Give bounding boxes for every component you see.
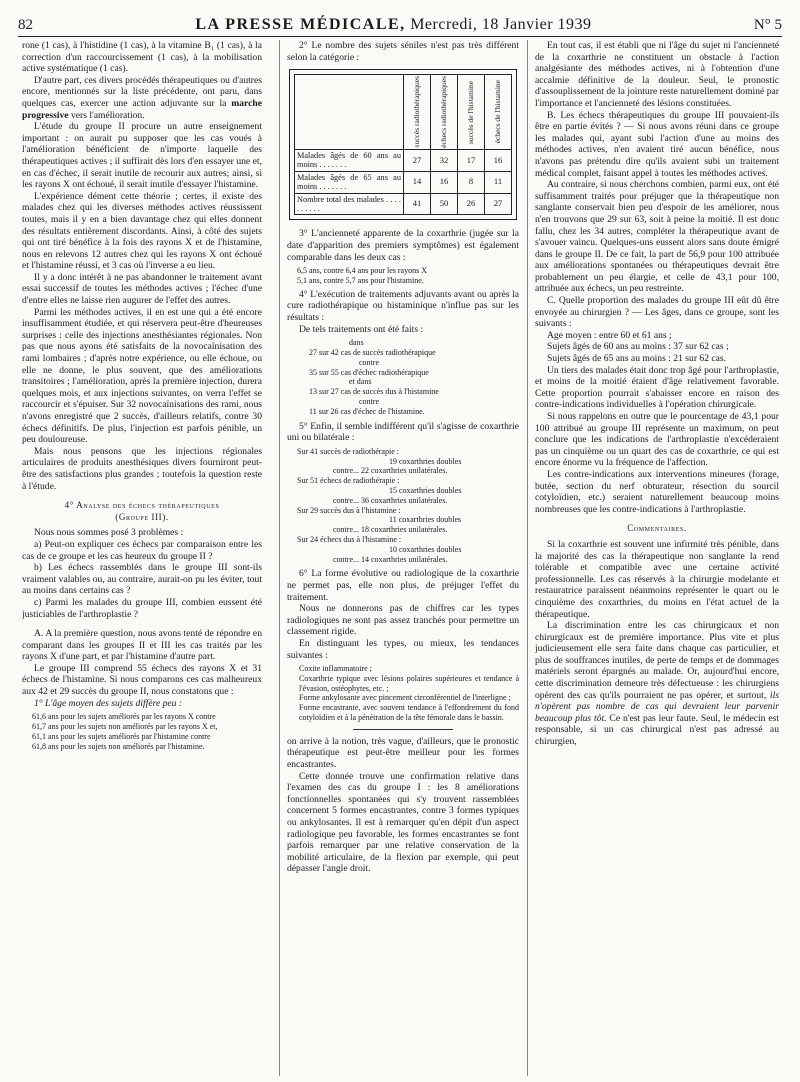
paragraph: 4° L'exécution de traitements adjuvants avant ou après la cure radiothérapique ou histaminique n'influe pas sur les résultats : xyxy=(287,288,519,324)
paragraph: La discrimination entre les cas chirurgicaux et non chirurgicaux est de première importance. Plus vite et plus judicieusement elle sera faite dans chaque cas particulier, et plus de souffrances inutiles, de perte de temps et de dommages matériels seront épargnés au malade. Or, aujourd'hui encore, cette discrimination demeure très défectueuse : les chirurgiens opèrent des cas qu'ils pourraient ne pas opérer, et surtout, ils n'opèrent pas nombre de cas qui devraient leur parvenir beaucoup plus tôt. Ce n'est pas leur faute. Seul, le médecin est responsable, si un cas chirurgical n'est pas adressé au chirurgien, xyxy=(535,620,779,748)
paragraph: En distinguant les types, ou mieux, les tendances suivantes : xyxy=(287,637,519,661)
bold-phrase: marche progressive xyxy=(22,97,262,121)
paragraph: 6° La forme évolutive ou radiologique de la coxarthrie ne permet pas, elle non plus, de préjuger l'effet du traitement. xyxy=(287,568,519,603)
paragraph: Le groupe III comprend 55 échecs des rayons X et 31 échecs de l'histamine. Si nous comparons ces cas malheureux aux 42 et 29 succès du groupe II, nous constatons que : xyxy=(22,662,262,698)
paragraph: Si nous rappelons en outre que le pourcentage de 43,1 pour 100 attribué au groupe III représente un maximum, on peut conclure que les indications de l'arthroplastie n'excéderaient pas un cinquième ou un quart des cas de coxarthrie, ce qui est encore énorme vu la fréquence de l'affection. xyxy=(535,411,779,469)
senile-subjects-table xyxy=(294,74,512,215)
table-row: Nombre total des malades . . . . . . . . . . 41 50 26 27 xyxy=(295,193,512,215)
paragraph: on arrive à la notion, très vague, d'ailleurs, que le pronostic thérapeutique est peut-être meilleur pour les formes encastrantes. xyxy=(287,735,519,771)
issue-date: Mercredi, 18 Janvier 1939 xyxy=(410,16,592,33)
column-divider xyxy=(527,40,528,1076)
table-header: échecs radiothérapiques xyxy=(439,76,448,149)
paragraph: 3° L'ancienneté apparente de la coxarthrie (jugée sur la date d'apparition des premiers symptômes) est également comparable dans les deux cas : xyxy=(287,228,519,263)
paragraph: Nous nous sommes posé 3 problèmes : xyxy=(34,527,184,539)
separator-rule xyxy=(353,729,453,730)
paragraph: Mais nous pensons que les injections régionales articulaires de produits anesthésiques divers fourniront peut-être des satisfactions plus grandes ; toutefois la question reste à l'étude. xyxy=(22,445,262,492)
types-list: Coxite inflammatoire ; Coxarthrie typique avec lésions polaires supérieures et tendance à l'évasion, ostéophytes, etc. ; Forme ankylosante avec pincement circonférentiel de l'interligne ; Forme encastrante, avec souvent tendance à l'effondrement du fond cotyloïdien et à la pénétration de la tête fémorale dans le bassin. xyxy=(299,664,519,723)
paragraph: C. Quelle proportion des malades du groupe III eût dû être envoyée au chirurgien ? — Les âges, dans ce groupe, sont les suivants : xyxy=(535,295,779,330)
column-left xyxy=(22,40,262,1076)
column-right xyxy=(535,40,779,1076)
paragraph: B. Les échecs thérapeutiques du groupe III pouvaient-ils être en partie évités ? — Si nous avons réuni dans ce groupe les malades qui, ayant subi l'action d'une au moins des méthodes actives, n'en avaient tiré aucun bénéfice, nous n'avons pas prétendu dire qu'ils avaient subi un traitement médical complet, faisant appel à toutes les méthodes actives. xyxy=(535,109,779,179)
paragraph: Nous ne donnerons pas de chiffres car les types radiologiques ne sont pas assez tranchés pour permettre un classement rigide. xyxy=(287,603,519,638)
anciennete-list: 6,5 ans, contre 6,4 ans pour les rayons X 5,1 ans, contre 5,7 ans pour l'histamine. xyxy=(297,266,427,286)
paragraph: Les contre-indications aux interventions mineures (forage, butée, section du nerf obturateur, résection du sourcil cotyloïdien, etc.) seraient naturellement beaucoup moins nombreuses que les contre-indications à l'arthroplastie. xyxy=(535,468,779,515)
paragraph: Au contraire, si nous cherchons combien, parmi eux, ont été suffisamment traités pour préjuger que la thérapeutique non sanglante conservait bien peu d'espoir de les améliorer, nous n'en trouvons que 29 sur 63, soit à peine la moitié. Il est donc fallu, chez les 34 autres, compléter la thérapeutique avant de s'avouer vaincu. Quelques-uns eussent alors sans doute émigré dans le groupe II. De ce fait, la part de 56,9 pour 100 attribuée aux améliorations spontanées ou thérapeutiques devrait être probablement un peu élargie, et celle de 43,1 pour 100, attribuée aux échecs, un peu restreinte. xyxy=(535,179,779,295)
paragraph: Il y a donc intérêt à ne pas abandonner le traitement avant essai successif de toutes les méthodes actives ; l'échec d'une d'entre elles ne laisse rien augurer de l'effet des autres. xyxy=(22,271,262,307)
paragraph: c) Parmi les malades du groupe III, combien eussent été justiciables de l'arthroplastie ? xyxy=(22,596,262,620)
bilateral-list: Sur 41 succès de radiothérapie : 19 coxarthries doubles contre... 22 coxarthries unilatérales. Sur 51 échecs de radiothérapie : 15 coxarthries doubles contre... 36 coxarthries unilatérales. Sur 29 succès dus à l'histamine : 11 coxarthries doubles contre... 18 coxarthries unilatérales. Sur 24 échecs dus à l'histamine : 10 coxarthries doubles contre... 14 coxarthries unilatérales. xyxy=(297,446,462,564)
section-heading: 4° Analyse des échecs thérapeutiques (Groupe III). xyxy=(64,500,220,522)
table-header: échecs de l'histamine xyxy=(493,80,502,144)
paragraph: rone (1 cas), à l'histidine (1 cas), à la vitamine B₁ (1 cas), à la correction d'un raccourcissement (1 cas), à la mobilisation active systématique (1 cas). xyxy=(22,40,262,75)
age-list: 61,6 ans pour les sujets améliorés par les rayons X contre 61,7 ans pour les sujets non améliorés par les rayons X et, 61,1 ans pour les sujets améliorés par l'histamine contre 61,8 ans pour les sujets non améliorés par l'histamine. xyxy=(32,712,218,751)
paragraph: Cette donnée trouve une confirmation relative dans l'examen des cas du groupe I : les 8 améliorations fonctionnelles spontanées qui s'y trouvent rassemblées concernent 5 formes encastrantes, contre 3 formes typiques ou ankylosantes. Il est à remarquer qu'en dépit d'un aspect radiologique peu favorable, les formes encastrantes se font parfois remarquer par une relative conservation de la mobilité articulaire, de la flexion par exemple, qui peut dépasser l'angle droit. xyxy=(287,770,519,875)
paragraph: Parmi les méthodes actives, il en est une qui a été encore insuffisamment étudiée, et qui réservera peut-être d'heureuses surprises : celle des injections anesthésiantes régionales. Non pas que nous ayons été satisfaits de la novocaïnisation des rami lombaires ; d'après notre expérience, ou elle échoue, ou elle ne donne, le plus souvent, que des améliorations transitoires ; l'amélioration, après la première injection, durera quelques mois, et aux injections suivantes, on verra l'effet se raccourcir et s'épuiser. Sur 32 novocaïnisations des rami, nous n'avons enregistré que 2 succès, d'ailleurs relatifs, contre 30 échecs définitifs. De plus, l'injection est parfois pénible, un peu douloureuse. xyxy=(22,306,262,446)
paragraph: De tels traitements ont été faits : xyxy=(299,323,424,335)
paragraph: 1° L'âge moyen des sujets diffère peu : xyxy=(34,697,183,709)
page-header xyxy=(18,8,782,37)
paragraph: 2° Le nombre des sujets séniles n'est pas très différent selon la catégorie : xyxy=(287,40,519,63)
journal-title: LA PRESSE MÉDICALE, xyxy=(195,16,406,33)
table-row: Malades âgés de 65 ans au moins . . . . . . . 14 16 8 11 xyxy=(295,171,512,193)
paragraph: 5° Enfin, il semble indifférent qu'il s'agisse de coxarthrie uni ou bilatérale : xyxy=(287,420,519,444)
list-item: Sujets âgés de 60 ans au moins : 37 sur 62 cas ; xyxy=(547,341,729,353)
page-number: 82 xyxy=(18,17,33,33)
table-header: succès de l'histamine xyxy=(466,80,475,144)
issue-number: N° 5 xyxy=(753,17,782,33)
section-heading: Commentaires. xyxy=(627,523,687,534)
table-header: succès radiothérapiques xyxy=(412,76,421,148)
paragraph: Un tiers des malades était donc trop âgé pour l'arthroplastie, et moins de la moitié étaient d'âge relativement favorable. Cette proportion pourrait s'abaisser encore en raison des contre-indications individuelles à l'opération chirurgicale. xyxy=(535,364,779,411)
paragraph: D'autre part, ces divers procédés thérapeutiques ou d'autres encore, mentionnés sur la liste précédente, ont paru, dans quelques cas, exercer une action adjuvante sur la marche progressive vers l'amélioration. xyxy=(22,74,262,121)
senile-table-frame xyxy=(289,69,517,220)
paragraph: En tout cas, il est établi que ni l'âge du sujet ni l'ancienneté de la coxarthrie ne constituent un obstacle à l'action analgésiante des méthodes actives, ni à l'obtention d'une accalmie définitive de la douleur. Seul, le pronostic d'assouplissement de la jointure reste naturellement dominé par l'importance et l'ancienneté des lésions constituées. xyxy=(535,40,779,109)
paragraph: L'étude du groupe II procure un autre enseignement important : on aurait pu supposer que les cas voués à l'amélioration bénéficient de n'importe laquelle des thérapeutiques actives ; il suffirait dès lors d'en essayer une et, en cas d'échec, il serait inutile de recourir aux autres; ainsi, si les rayons X ont échoué, il serait inutile d'essayer l'histamine. xyxy=(22,121,262,191)
table-row: Malades âgés de 60 ans au moins . . . . . . . 27 32 17 16 xyxy=(295,150,512,172)
paragraph: A. A la première question, nous avons tenté de répondre en comparant dans les groupes II et III les cas traités par les rayons X d'une part, et par l'histamine d'autre part. xyxy=(22,628,262,663)
column-middle xyxy=(287,40,519,1076)
italic-phrase: ils n'opèrent pas nombre de cas qui devraient leur parvenir beaucoup plus tôt. xyxy=(535,689,779,724)
table-corner xyxy=(295,75,404,150)
list-item: Sujets âgés de 65 ans au moins : 21 sur 62 cas. xyxy=(547,353,727,365)
adjuvant-list: dans 27 sur 42 cas de succès radiothérapique contre 35 sur 55 cas d'échec radiothérapique et dans 13 sur 27 cas de succès dus à l'histamine contre 11 sur 26 cas d'échec de l'histamine. xyxy=(309,338,439,416)
journal-masthead xyxy=(195,16,591,34)
paragraph: a) Peut-on expliquer ces échecs par comparaison entre les cas de ce groupe et les cas heureux du groupe II ? xyxy=(22,538,262,562)
list-item: Age moyen : entre 60 et 61 ans ; xyxy=(547,329,672,341)
paragraph: L'expérience dément cette théorie ; certes, il existe des malades chez qui les diverses méthodes actives réussissent toutes, mais il y en a bien davantage chez qui elles donnent des résultats entièrement discordants. Ainsi, à côté des sujets qui ont tiré bénéfice à la fois des rayons X et de l'histamine, nous en relevons 12 autres chez qui les rayons X ont échoué et l'histamine réussi, et 3 cas où l'inverse a eu lieu. xyxy=(22,190,262,272)
paragraph: b) Les échecs rassemblés dans le groupe III sont-ils vraiment valables ou, au contraire, aurait-on pu les éviter, tout au moins dans certains cas ? xyxy=(22,562,262,597)
paragraph: Si la coxarthrie est souvent une infirmité très pénible, dans la majorité des cas la thérapeutique non sanglante la rend tolérable et compatible avec une certaine activité professionnelle. Les cas réservés à la chirurgie modelante et restauratrice paraissent néanmoins représenter le quart ou le cinquième des coxarthries, du moins en l'état actuel de la thérapeutique. xyxy=(535,538,779,620)
column-divider xyxy=(279,40,280,1076)
